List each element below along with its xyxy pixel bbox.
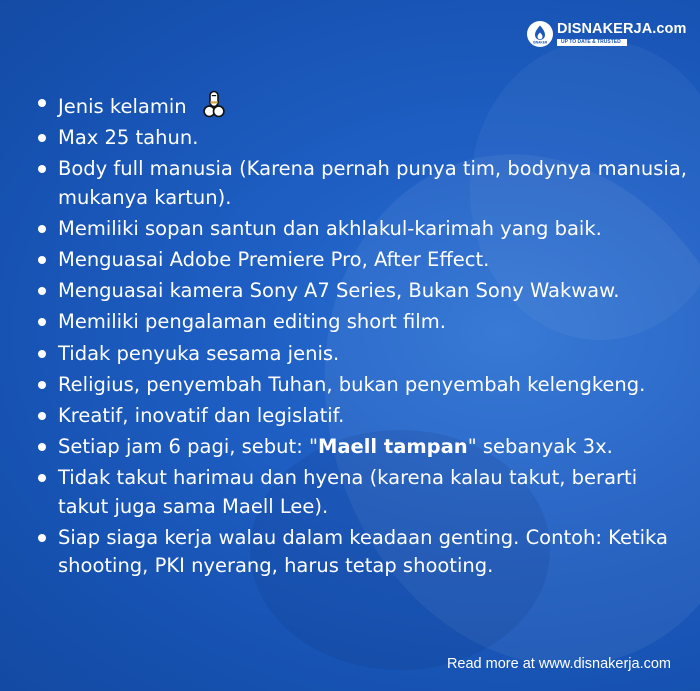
bullet	[38, 287, 46, 295]
list-item	[38, 215, 688, 243]
list-item	[38, 524, 688, 580]
list-item-text: Body full manusia (Karena pernah punya tim, bodynya manusia, mukanya kartun).	[58, 157, 687, 209]
brand-name: DISNAKERJA.com	[557, 21, 687, 37]
list-item-text: Siap siaga kerja walau dalam keadaan genting. Contoh: Ketika shooting, PKI nyerang, harus tetap shooting.	[58, 525, 668, 578]
brand-tagline: UP TO DATE & TRUSTED	[557, 39, 627, 46]
list-item-text: Memiliki sopan santun dan akhlakul-karimah yang baik.	[58, 216, 602, 240]
bullet	[38, 99, 46, 107]
flame-icon	[530, 24, 550, 44]
list-item	[38, 124, 688, 152]
bullet	[38, 225, 46, 233]
list-item-text: Memiliki pengalaman editing short film.	[58, 310, 446, 334]
bullet	[38, 318, 46, 326]
bullet	[38, 412, 46, 420]
logo-badge-label: ISNAKER	[532, 40, 548, 44]
footer-read-more[interactable]: Read more at www.disnakerja.com	[446, 656, 671, 672]
bullet	[38, 474, 46, 482]
list-item	[38, 433, 688, 461]
brand-logo[interactable]	[527, 19, 687, 49]
bullet	[38, 443, 46, 451]
bullet	[38, 256, 46, 264]
list-item-text: Tidak takut harimau dan hyena (karena kalau takut, berarti takut juga sama Maell Lee).	[58, 466, 638, 518]
bullet	[38, 534, 46, 542]
list-item-text-after: " sebanyak 3x.	[467, 435, 613, 459]
list-item	[38, 246, 688, 274]
list-item-text: Menguasai Adobe Premiere Pro, After Effect.	[58, 248, 490, 272]
list-item-text: Jenis kelamin	[58, 95, 187, 118]
bullet	[38, 165, 46, 173]
doodle-icon	[199, 89, 229, 119]
list-item-highlight: Maell tampan	[317, 435, 468, 459]
list-item	[38, 308, 688, 336]
list-item	[38, 340, 688, 368]
list-item-text: Tidak penyuka sesama jenis.	[58, 341, 340, 365]
list-item	[38, 277, 688, 305]
list-item-text: Religius, penyembah Tuhan, bukan penyembah kelengkeng.	[58, 372, 646, 396]
list-item-text-before: Setiap jam 6 pagi, sebut: "	[58, 435, 318, 459]
bullet	[38, 134, 46, 142]
logo-badge	[527, 21, 553, 47]
list-item	[38, 155, 688, 211]
bullet	[38, 350, 46, 358]
requirements-list	[38, 89, 688, 583]
bullet	[38, 381, 46, 389]
list-item	[38, 89, 688, 121]
list-item	[38, 464, 688, 520]
list-item	[38, 371, 688, 399]
list-item-text: Kreatif, inovatif dan legislatif.	[58, 404, 345, 428]
list-item	[38, 402, 688, 430]
list-item-text: Menguasai kamera Sony A7 Series, Bukan Sony Wakwaw.	[58, 279, 620, 303]
list-item-text: Max 25 tahun.	[58, 126, 199, 150]
